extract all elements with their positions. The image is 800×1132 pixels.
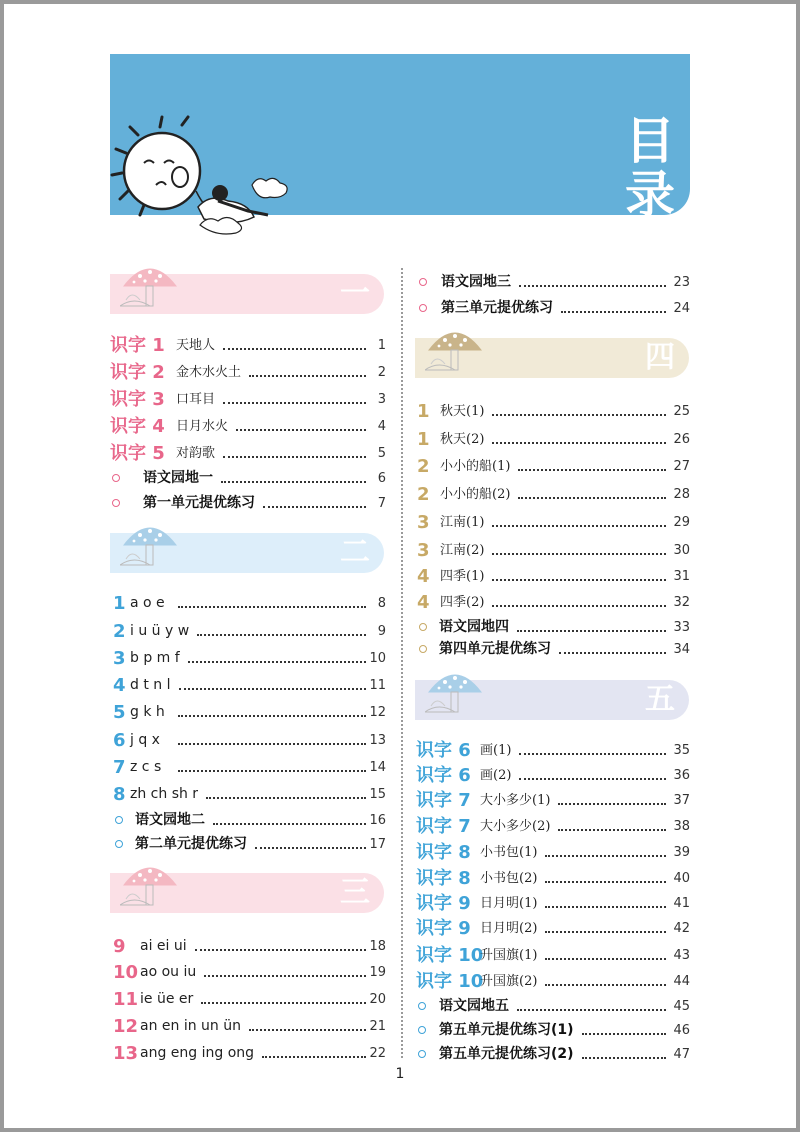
entry-page-number: 19 bbox=[369, 965, 386, 980]
toc-entry[interactable] bbox=[0, 892, 800, 916]
entry-title: 江南(2) bbox=[440, 543, 485, 558]
entry-prefix: 9 bbox=[113, 936, 126, 957]
entry-page-number: 20 bbox=[369, 992, 386, 1007]
leader-dots bbox=[545, 906, 666, 908]
leader-dots bbox=[519, 285, 666, 287]
leader-dots bbox=[519, 753, 666, 755]
entry-prefix: 识字 10 bbox=[416, 971, 484, 992]
entry-title: 第五单元提优练习(1) bbox=[439, 1022, 574, 1038]
leader-dots bbox=[517, 1009, 666, 1011]
entry-title: 天地人 bbox=[176, 338, 216, 353]
entry-page-number: 14 bbox=[369, 760, 386, 775]
toc-entry[interactable] bbox=[0, 917, 800, 941]
toc-entry[interactable] bbox=[0, 297, 800, 321]
entry-prefix: 识字 7 bbox=[416, 816, 471, 837]
toc-entry[interactable] bbox=[0, 1019, 800, 1043]
entry-title: 第一单元提优练习 bbox=[143, 495, 255, 511]
entry-title: 大小多少(1) bbox=[480, 793, 551, 808]
entry-prefix: 4 bbox=[417, 592, 430, 613]
entry-prefix: 识字 6 bbox=[416, 740, 471, 761]
toc-entry[interactable] bbox=[0, 1043, 800, 1067]
entry-page-number: 11 bbox=[369, 678, 386, 693]
toc-entry[interactable] bbox=[0, 789, 800, 813]
entry-page-number: 45 bbox=[673, 999, 690, 1014]
entry-title: 口耳目 bbox=[176, 392, 216, 407]
leader-dots bbox=[518, 469, 666, 471]
entry-title: 第三单元提优练习 bbox=[441, 300, 553, 316]
bullet-circle-icon bbox=[419, 623, 427, 631]
entry-page-number: 7 bbox=[377, 496, 386, 511]
entry-page-number: 1 bbox=[377, 338, 386, 353]
leader-dots bbox=[582, 1033, 666, 1035]
sun-and-child-illustration bbox=[100, 115, 300, 240]
entry-page-number: 4 bbox=[377, 419, 386, 434]
entry-title: 语文园地三 bbox=[441, 274, 511, 290]
entry-title: 第五单元提优练习(2) bbox=[439, 1046, 574, 1062]
entry-prefix: 识字 8 bbox=[416, 842, 471, 863]
section-number: 一 bbox=[340, 276, 370, 311]
entry-page-number: 37 bbox=[673, 793, 690, 808]
entry-title: ang eng ing ong bbox=[140, 1045, 255, 1061]
entry-prefix: 识字 10 bbox=[416, 945, 484, 966]
leader-dots bbox=[545, 855, 666, 857]
entry-prefix: 2 bbox=[113, 621, 126, 642]
entry-title: 第二单元提优练习 bbox=[135, 836, 247, 852]
entry-page-number: 29 bbox=[673, 515, 690, 530]
entry-title: 小小的船(1) bbox=[440, 459, 511, 474]
entry-prefix: 3 bbox=[417, 540, 430, 561]
entry-page-number: 47 bbox=[673, 1047, 690, 1062]
bullet-circle-icon bbox=[419, 278, 427, 286]
entry-page-number: 44 bbox=[673, 974, 690, 989]
toc-entry[interactable] bbox=[0, 739, 800, 763]
entry-prefix: 2 bbox=[417, 456, 430, 477]
entry-title: 江南(1) bbox=[440, 515, 485, 530]
entry-title: 第四单元提优练习 bbox=[439, 641, 551, 657]
entry-title: 小书包(2) bbox=[480, 871, 538, 886]
entry-title: 升国旗(2) bbox=[480, 974, 538, 989]
entry-title: j q x bbox=[130, 732, 160, 748]
entry-page-number: 16 bbox=[369, 813, 386, 828]
entry-title: ie üe er bbox=[140, 991, 194, 1007]
entry-title: b p m f bbox=[130, 650, 180, 666]
leader-dots bbox=[518, 497, 666, 499]
entry-page-number: 21 bbox=[369, 1019, 386, 1034]
toc-entry[interactable] bbox=[0, 867, 800, 891]
entry-page-number: 35 bbox=[673, 743, 690, 758]
leader-dots bbox=[582, 1057, 666, 1059]
leader-dots bbox=[545, 958, 666, 960]
entry-prefix: 7 bbox=[113, 757, 126, 778]
leader-dots bbox=[559, 652, 666, 654]
entry-page-number: 34 bbox=[673, 642, 690, 657]
entry-title: 语文园地二 bbox=[135, 812, 205, 828]
toc-entry[interactable] bbox=[0, 428, 800, 452]
entry-page-number: 42 bbox=[673, 921, 690, 936]
leader-dots bbox=[179, 688, 367, 690]
entry-title: 四季(2) bbox=[440, 595, 485, 610]
entry-title: d t n l bbox=[130, 677, 171, 693]
section-number: 四 bbox=[645, 340, 675, 375]
entry-page-number: 41 bbox=[673, 896, 690, 911]
leader-dots bbox=[492, 605, 666, 607]
entry-title: 秋天(2) bbox=[440, 432, 485, 447]
entry-page-number: 9 bbox=[377, 624, 386, 639]
entry-prefix: 识字 9 bbox=[416, 918, 471, 939]
entry-prefix: 1 bbox=[417, 429, 430, 450]
bullet-circle-icon bbox=[419, 304, 427, 312]
leader-dots bbox=[519, 778, 666, 780]
entry-page-number: 18 bbox=[369, 939, 386, 954]
toc-entry[interactable] bbox=[0, 591, 800, 615]
entry-page-number: 6 bbox=[377, 471, 386, 486]
entry-prefix: 识字 4 bbox=[110, 416, 165, 437]
entry-prefix: 识字 9 bbox=[416, 893, 471, 914]
toc-entry[interactable] bbox=[0, 995, 800, 1019]
entry-title: 画(1) bbox=[480, 743, 512, 758]
leader-dots bbox=[558, 803, 666, 805]
entry-title: 语文园地五 bbox=[439, 998, 509, 1014]
entry-page-number: 8 bbox=[377, 596, 386, 611]
entry-title: 日月水火 bbox=[176, 419, 229, 434]
entry-page-number: 23 bbox=[673, 275, 690, 290]
mushroom-icon bbox=[425, 324, 487, 376]
leader-dots bbox=[545, 984, 666, 986]
entry-title: 语文园地四 bbox=[439, 619, 509, 635]
entry-prefix: 4 bbox=[113, 675, 126, 696]
entry-title: 日月明(2) bbox=[480, 921, 538, 936]
leader-dots bbox=[492, 525, 666, 527]
entry-prefix: 10 bbox=[113, 962, 139, 983]
toc-entry[interactable] bbox=[0, 970, 800, 994]
entry-prefix: 3 bbox=[417, 512, 430, 533]
leader-dots bbox=[492, 553, 666, 555]
entry-prefix: 13 bbox=[113, 1043, 139, 1064]
entry-title: 画(2) bbox=[480, 768, 512, 783]
entry-page-number: 15 bbox=[369, 787, 386, 802]
entry-page-number: 26 bbox=[673, 432, 690, 447]
entry-prefix: 4 bbox=[417, 566, 430, 587]
entry-title: an en in un ün bbox=[140, 1018, 241, 1034]
entry-prefix: 12 bbox=[113, 1016, 139, 1037]
entry-page-number: 38 bbox=[673, 819, 690, 834]
entry-title: 金木水火土 bbox=[176, 365, 242, 380]
entry-title: zh ch sh r bbox=[130, 786, 199, 802]
leader-dots bbox=[223, 348, 366, 350]
entry-prefix: 3 bbox=[113, 648, 126, 669]
section-number: 五 bbox=[645, 682, 675, 717]
mushroom-icon bbox=[425, 666, 487, 718]
page-number: 1 bbox=[395, 1066, 405, 1082]
entry-page-number: 40 bbox=[673, 871, 690, 886]
entry-title: 日月明(1) bbox=[480, 896, 538, 911]
entry-title: 秋天(1) bbox=[440, 404, 485, 419]
entry-prefix: 1 bbox=[113, 593, 126, 614]
leader-dots bbox=[545, 881, 666, 883]
entry-prefix: 识字 2 bbox=[110, 362, 165, 383]
toc-entry[interactable] bbox=[0, 271, 800, 295]
leader-dots bbox=[545, 931, 666, 933]
entry-page-number: 12 bbox=[369, 705, 386, 720]
toc-entry[interactable] bbox=[0, 400, 800, 424]
leader-dots bbox=[492, 414, 666, 416]
entry-page-number: 43 bbox=[673, 948, 690, 963]
entry-page-number: 27 bbox=[673, 459, 690, 474]
entry-page-number: 28 bbox=[673, 487, 690, 502]
entry-title: ao ou iu bbox=[140, 964, 197, 980]
entry-prefix: 11 bbox=[113, 989, 139, 1010]
entry-page-number: 46 bbox=[673, 1023, 690, 1038]
entry-prefix: 6 bbox=[113, 730, 126, 751]
entry-page-number: 30 bbox=[673, 543, 690, 558]
entry-page-number: 36 bbox=[673, 768, 690, 783]
entry-title: a o e bbox=[130, 595, 165, 611]
leader-dots bbox=[492, 442, 666, 444]
entry-title: ai ei ui bbox=[140, 938, 187, 954]
toc-entry[interactable] bbox=[0, 616, 800, 640]
entry-page-number: 13 bbox=[369, 733, 386, 748]
entry-title: 对韵歌 bbox=[176, 446, 216, 461]
entry-page-number: 32 bbox=[673, 595, 690, 610]
column-divider bbox=[401, 268, 403, 1058]
toc-entry[interactable] bbox=[0, 483, 800, 507]
entry-title: 语文园地一 bbox=[143, 470, 213, 486]
bullet-circle-icon bbox=[418, 1002, 426, 1010]
page-title: 目录 bbox=[625, 112, 675, 224]
leader-dots bbox=[178, 715, 366, 717]
entry-page-number: 31 bbox=[673, 569, 690, 584]
entry-page-number: 33 bbox=[673, 620, 690, 635]
entry-title: g k h bbox=[130, 704, 165, 720]
leader-dots bbox=[492, 579, 666, 581]
entry-title: i u ü y w bbox=[130, 623, 190, 639]
entry-page-number: 3 bbox=[377, 392, 386, 407]
entry-page-number: 5 bbox=[377, 446, 386, 461]
entry-prefix: 识字 3 bbox=[110, 389, 165, 410]
entry-prefix: 识字 8 bbox=[416, 868, 471, 889]
entry-prefix: 识字 6 bbox=[416, 765, 471, 786]
entry-prefix: 2 bbox=[417, 484, 430, 505]
section-number: 三 bbox=[340, 875, 370, 910]
toc-entry[interactable] bbox=[0, 638, 800, 662]
leader-dots bbox=[517, 630, 666, 632]
entry-prefix: 识字 1 bbox=[110, 335, 165, 356]
entry-title: 升国旗(1) bbox=[480, 948, 538, 963]
entry-page-number: 10 bbox=[369, 651, 386, 666]
leader-dots bbox=[561, 311, 666, 313]
toc-entry[interactable] bbox=[0, 511, 800, 535]
entry-page-number: 2 bbox=[377, 365, 386, 380]
entry-title: 大小多少(2) bbox=[480, 819, 551, 834]
entry-prefix: 8 bbox=[113, 784, 126, 805]
entry-page-number: 24 bbox=[673, 301, 690, 316]
entry-page-number: 39 bbox=[673, 845, 690, 860]
bullet-circle-icon bbox=[418, 1050, 426, 1058]
entry-title: 四季(1) bbox=[440, 569, 485, 584]
toc-entry[interactable] bbox=[0, 764, 800, 788]
entry-page-number: 17 bbox=[369, 837, 386, 852]
toc-entry[interactable] bbox=[0, 539, 800, 563]
entry-prefix: 识字 5 bbox=[110, 443, 165, 464]
section-number: 二 bbox=[340, 535, 370, 570]
entry-page-number: 22 bbox=[369, 1046, 386, 1061]
entry-title: 小书包(1) bbox=[480, 845, 538, 860]
leader-dots bbox=[249, 375, 366, 377]
entry-prefix: 1 bbox=[417, 401, 430, 422]
bullet-circle-icon bbox=[419, 645, 427, 653]
entry-title: z c s bbox=[130, 759, 162, 775]
toc-entry[interactable] bbox=[0, 815, 800, 839]
entry-prefix: 5 bbox=[113, 702, 126, 723]
toc-entry[interactable] bbox=[0, 841, 800, 865]
leader-dots bbox=[558, 829, 666, 831]
entry-page-number: 25 bbox=[673, 404, 690, 419]
entry-prefix: 识字 7 bbox=[416, 790, 471, 811]
toc-entry[interactable] bbox=[0, 944, 800, 968]
toc-entry[interactable] bbox=[0, 565, 800, 589]
bullet-circle-icon bbox=[418, 1026, 426, 1034]
toc-entry[interactable] bbox=[0, 455, 800, 479]
entry-title: 小小的船(2) bbox=[440, 487, 511, 502]
